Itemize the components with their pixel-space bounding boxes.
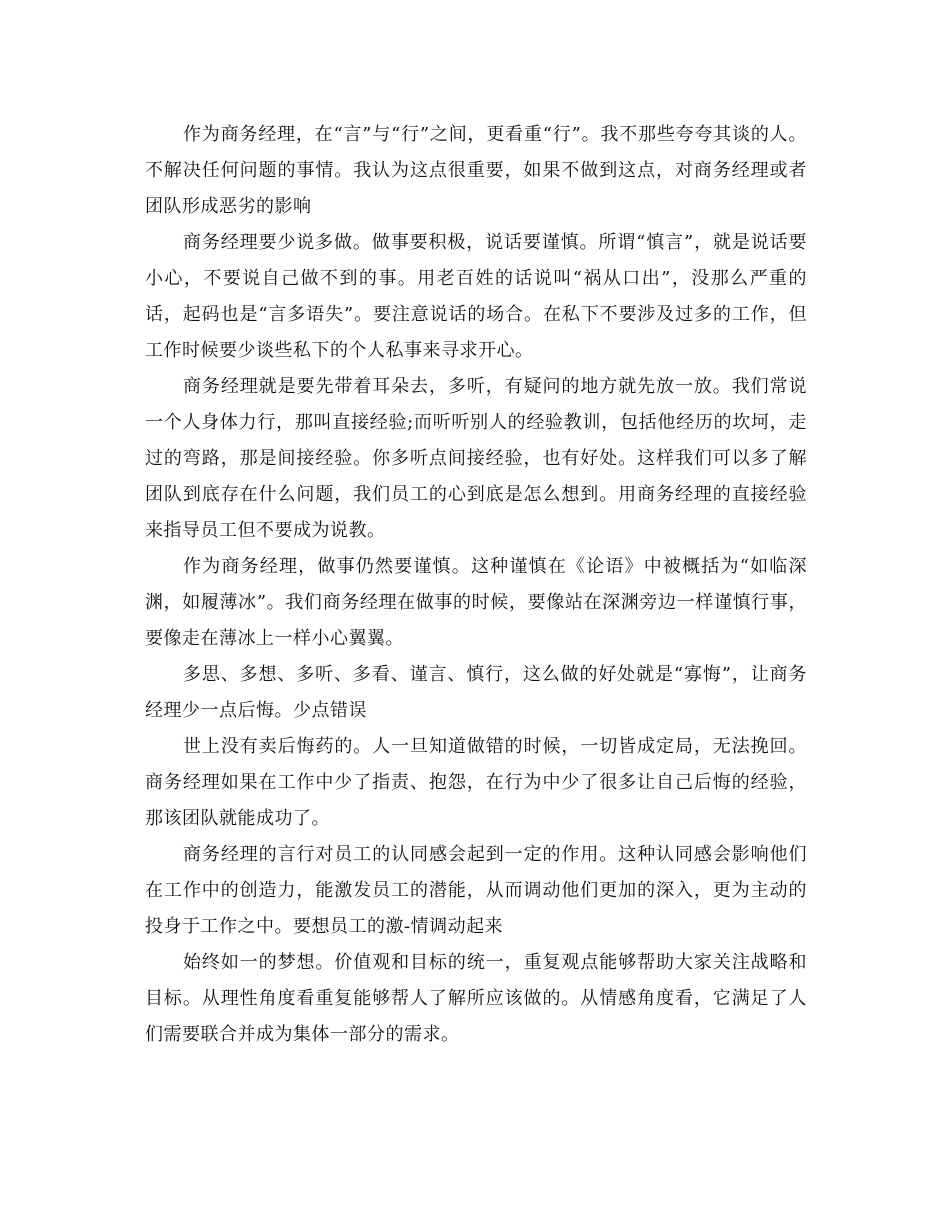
document-body — [145, 117, 807, 1053]
paragraph-1: 作为商务经理，在“言”与“行”之间，更看重“行”。我不那些夸夸其谈的人。不解决任何问题的事情。我认为这点很重要，如果不做到这点，对商务经理或者团队形成恶劣的影响 — [145, 124, 807, 217]
paragraph-4: 作为商务经理，做事仍然要谨慎。这种谨慎在《论语》中被概括为“如临深渊，如履薄冰”。我们商务经理在做事的时候，要像站在深渊旁边一样谨慎行事，要像走在薄冰上一样小心翼翼。 — [145, 556, 807, 649]
paragraph-3: 商务经理就是要先带着耳朵去，多听，有疑问的地方就先放一放。我们常说一个人身体力行，那叫直接经验;而听听别人的经验教训，包括他经历的坎坷，走过的弯路，那是间接经验。你多听点间接经验，也有好处。这样我们可以多了解团队到底存在什么问题，我们员工的心到底是怎么想到。用商务经理的直接经验来指导员工但不要成为说教。 — [145, 376, 807, 541]
paragraph-6: 世上没有卖后悔药的。人一旦知道做错的时候，一切皆成定局，无法挽回。商务经理如果在工作中少了指责、抱怨，在行为中少了很多让自己后悔的经验，那该团队就能成功了。 — [145, 736, 807, 829]
paragraph-7: 商务经理的言行对员工的认同感会起到一定的作用。这种认同感会影响他们在工作中的创造力，能激发员工的潜能，从而调动他们更加的深入，更为主动的投身于工作之中。要想员工的激-情调动起来 — [145, 844, 807, 937]
paragraph-8: 始终如一的梦想。价值观和目标的统一，重复观点能够帮助大家关注战略和目标。从理性角度看重复能够帮人了解所应该做的。从情感角度看，它满足了人们需要联合并成为集体一部分的需求。 — [145, 952, 807, 1045]
paragraph-5: 多思、多想、多听、多看、谨言、慎行，这么做的好处就是“寡悔”，让商务经理少一点后悔。少点错误 — [145, 664, 807, 721]
paragraph-2: 商务经理要少说多做。做事要积极，说话要谨慎。所谓“慎言”，就是说话要小心，不要说自己做不到的事。用老百姓的话说叫“祸从口出”，没那么严重的话，起码也是“言多语失”。要注意说话的场合。在私下不要涉及过多的工作，但工作时候要少谈些私下的个人私事来寻求开心。 — [145, 232, 807, 361]
